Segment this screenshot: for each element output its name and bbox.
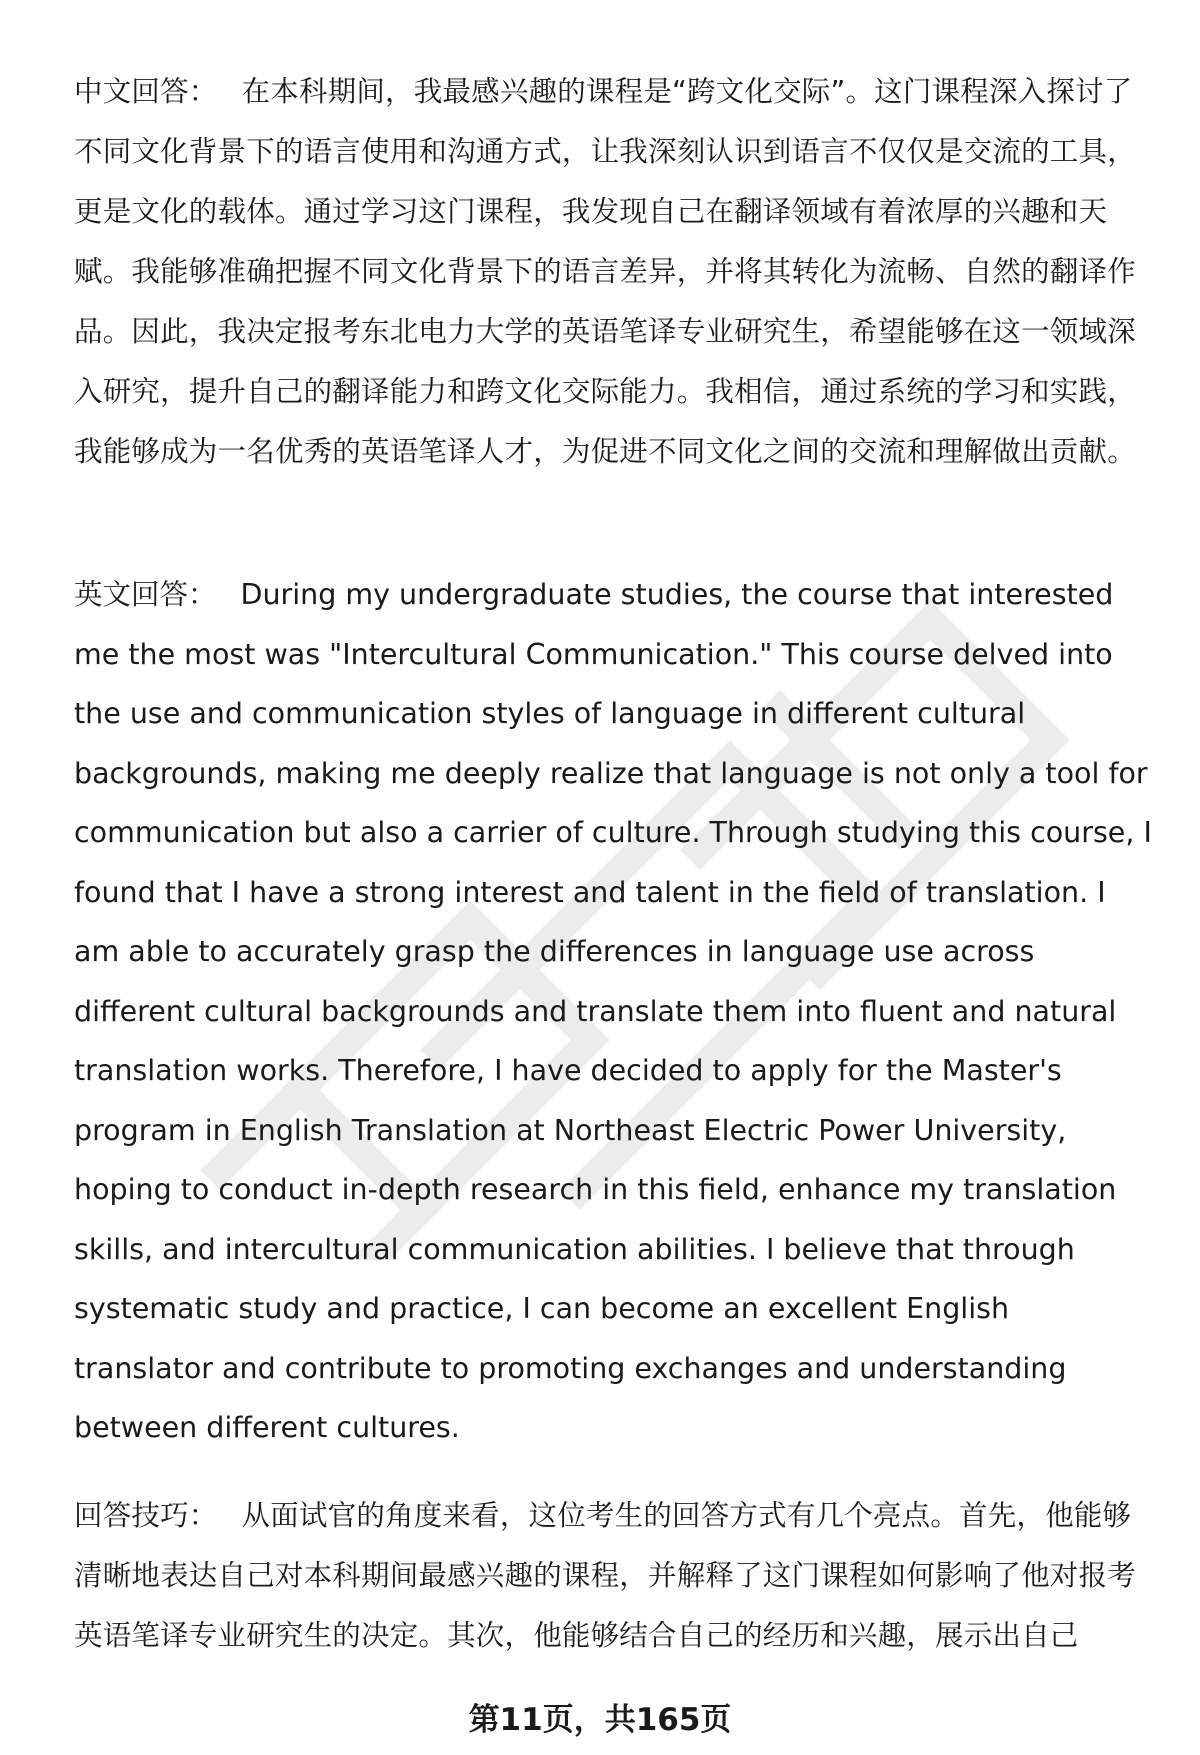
- answer-tips-label: 回答技巧：: [74, 1499, 218, 1532]
- page-indicator: 第11页，共165页: [468, 1702, 732, 1738]
- english-answer-label: 英文回答：: [74, 578, 217, 611]
- answer-tips-text: 从面试官的角度来看，这位考生的回答方式有几个亮点。首先，他能够清晰地表达自己对本科期间最感兴趣的课程，并解释了这门课程如何影响了他对报考英语笔译专业研究生的决定。其次，他能够结合自己的经历和兴趣，展示出自己: [74, 1499, 1136, 1652]
- answer-tips-section: [74, 1486, 1154, 1666]
- chinese-answer-section: [74, 62, 1154, 482]
- chinese-answer-text: 在本科期间，我最感兴趣的课程是“跨文化交际”。这门课程深入探讨了不同文化背景下的语言使用和沟通方式，让我深刻认识到语言不仅仅是交流的工具，更是文化的载体。通过学习这门课程，我发现自己在翻译领域有着浓厚的兴趣和天赋。我能够准确把握不同文化背景下的语言差异，并将其转化为流畅、自然的翻译作品。因此，我决定报考东北电力大学的英语笔译专业研究生，希望能够在这一领域深入研究，提升自己的翻译能力和跨文化交际能力。我相信，通过系统的学习和实践，我能够成为一名优秀的英语笔译人才，为促进不同文化之间的交流和理解做出贡献。: [74, 75, 1136, 468]
- chinese-answer-label: 中文回答：: [74, 75, 218, 108]
- english-answer-text: During my undergraduate studies, the course that interested me the most was "Intercultural Communication." This course delved into the use and communication styles of language in different cultural backgrounds, making me deeply realize that language is not only a tool for communication but also a carrier of culture. Through studying this course, I found that I have a strong interest and talent in the field of translation. I am able to accurately grasp the differences in language use across different cultural backgrounds and translate them into fluent and natural translation works. Therefore, I have decided to apply for the Master's program in English Translation at Northeast Electric Power University, hoping to conduct in-depth research in this field, enhance my translation skills, and intercultural communication abilities. I believe that through systematic study and practice, I can become an excellent English translator and contribute to promoting exchanges and understanding between different cultures.: [74, 578, 1152, 1444]
- english-answer-section: [74, 565, 1154, 1458]
